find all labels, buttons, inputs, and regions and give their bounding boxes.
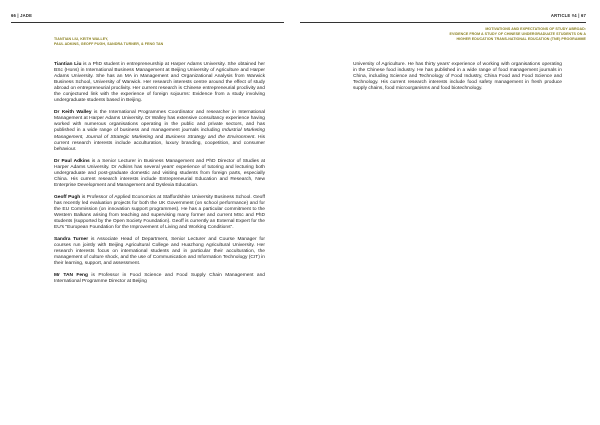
author-bios [54, 62, 265, 292]
running-title [356, 27, 586, 42]
bio-paragraph [54, 273, 265, 285]
authors-line-1: TIANTIAN LIU, KEITH WALLEY, [54, 37, 109, 41]
bio-paragraph [54, 110, 265, 152]
authors-line-2: PAUL ADKINS, GEOFF PUGH, SANDRA TURNER, & FENG TAN [54, 42, 164, 46]
header-rule [11, 22, 284, 23]
bio-name: Mr TAN Feng [54, 273, 88, 279]
bio-name: Sandra Turner [54, 237, 89, 243]
bio-paragraph [54, 237, 265, 267]
title-line-2: EVIDENCE FROM A STUDY OF CHINESE UNDERGRADUATE STUDENTS ON A [449, 32, 586, 36]
bio-continuation [353, 62, 562, 98]
bio-paragraph: University of Agriculture. He has thirty years' experience of working with organisations operating in the Chinese food industry. He has published in a wide range of food management journals in China, including Science and Technology of Food Industry, China Food and Food Science and Technology. His current research interests include food safety management in fresh produce supply chains, food microorganisms and food biotechnology. [353, 62, 562, 92]
bio-text: . His current research interests include acculturation, luxury branding, coopetition, and consumer behaviour. [54, 134, 265, 152]
running-authors [54, 37, 254, 47]
title-line-3: HIGHER EDUCATION TRANS-NATIONAL EDUCATION (TNE) PROGRAMME [456, 37, 586, 41]
bio-paragraph [54, 195, 265, 231]
bio-text: is a Senior Lecturer in Business Management and PhD Director of Studies at Harper Adams University. Dr Adkins has several years' experience of tutoring and lecturing both undergraduate and post-graduate domestic and visiting students from foreign parts, especially China. His current research interests include Entrepreneurial Education and Research, New Enterprise Development and Management and Dyslexia Education. [54, 158, 265, 188]
bio-text: is Professor of Applied Economics at Staffordshire University Business School. Geoff has recently led evaluation projects for both the UK Government (on school performance) and for the EU Commission (on innovation support programmes). He has a particular commitment to the Western Balkans arising from teaching and supervising many former and current MSc and PhD students (supported by the Open Society Foundation). Geoff is currently an External Expert for the EU's "European Foundation for the Improvement of Living and Working Conditions". [54, 194, 265, 231]
bio-name: Tiantian Liu [54, 62, 82, 67]
bio-paragraph [54, 62, 265, 104]
bio-name: Dr Paul Adkins [54, 158, 90, 164]
bio-journals: Business Strategy and the Environment [165, 134, 255, 140]
bio-text: is Professor in Food Science and Food Supply Chain Management and International Programme Director at Beijing [54, 273, 266, 285]
page-header: ARTICLE #4 | 67 [550, 13, 586, 18]
bio-text: is a PhD student in entrepreneurship at Harper Adams University. She obtained her BSc (Hons) in International Business Management at Beijing University of Agriculture and Harper Adams University. She has an MA in Management and Organizational Analysis from Warwick Business School, University of Warwick. Her research interests centre around the effect of study abroad on entrepreneurial proclivity. Her current research is Chinese entrepreneurial proclivity and the conjectured link with the experience of foreign sojourns: Evidence from a study involving undergraduate students based in Beijing. [54, 62, 265, 104]
bio-text: is the International Programmes Coordinator and researcher in International Management at Harper Adams University. Dr Walley has extensive consultancy experience having worked with numerous organisations operating in the public and private sectors, and has published in a wide range of business and management journals including [54, 110, 265, 134]
bio-paragraph [54, 159, 265, 189]
bio-text: and [153, 134, 166, 140]
header-rule [300, 22, 586, 23]
bio-name: Dr Keith Walley [54, 110, 92, 116]
page-header: 66 | JADE [11, 13, 33, 18]
bio-text: is Associate Head of Department, Senior Lecturer and Course Manager for courses run jointly with Beijing Agricultural College and Huazhong Agricultural University. Her research interests focus on international students and in particular their acculturation, the management of culture shock, and the use of Communication and Information Technology (CIT) in their learning, support, and assessment. [54, 237, 265, 267]
right-page [300, 0, 600, 425]
title-line-1: MOTIVATIONS AND EXPECTATIONS OF STUDY ABROAD: [485, 27, 586, 31]
bio-name: Geoff Pugh [54, 194, 81, 200]
bio-journals: Industrial Marketing Management, Journal of Strategic Marketing [54, 128, 265, 140]
